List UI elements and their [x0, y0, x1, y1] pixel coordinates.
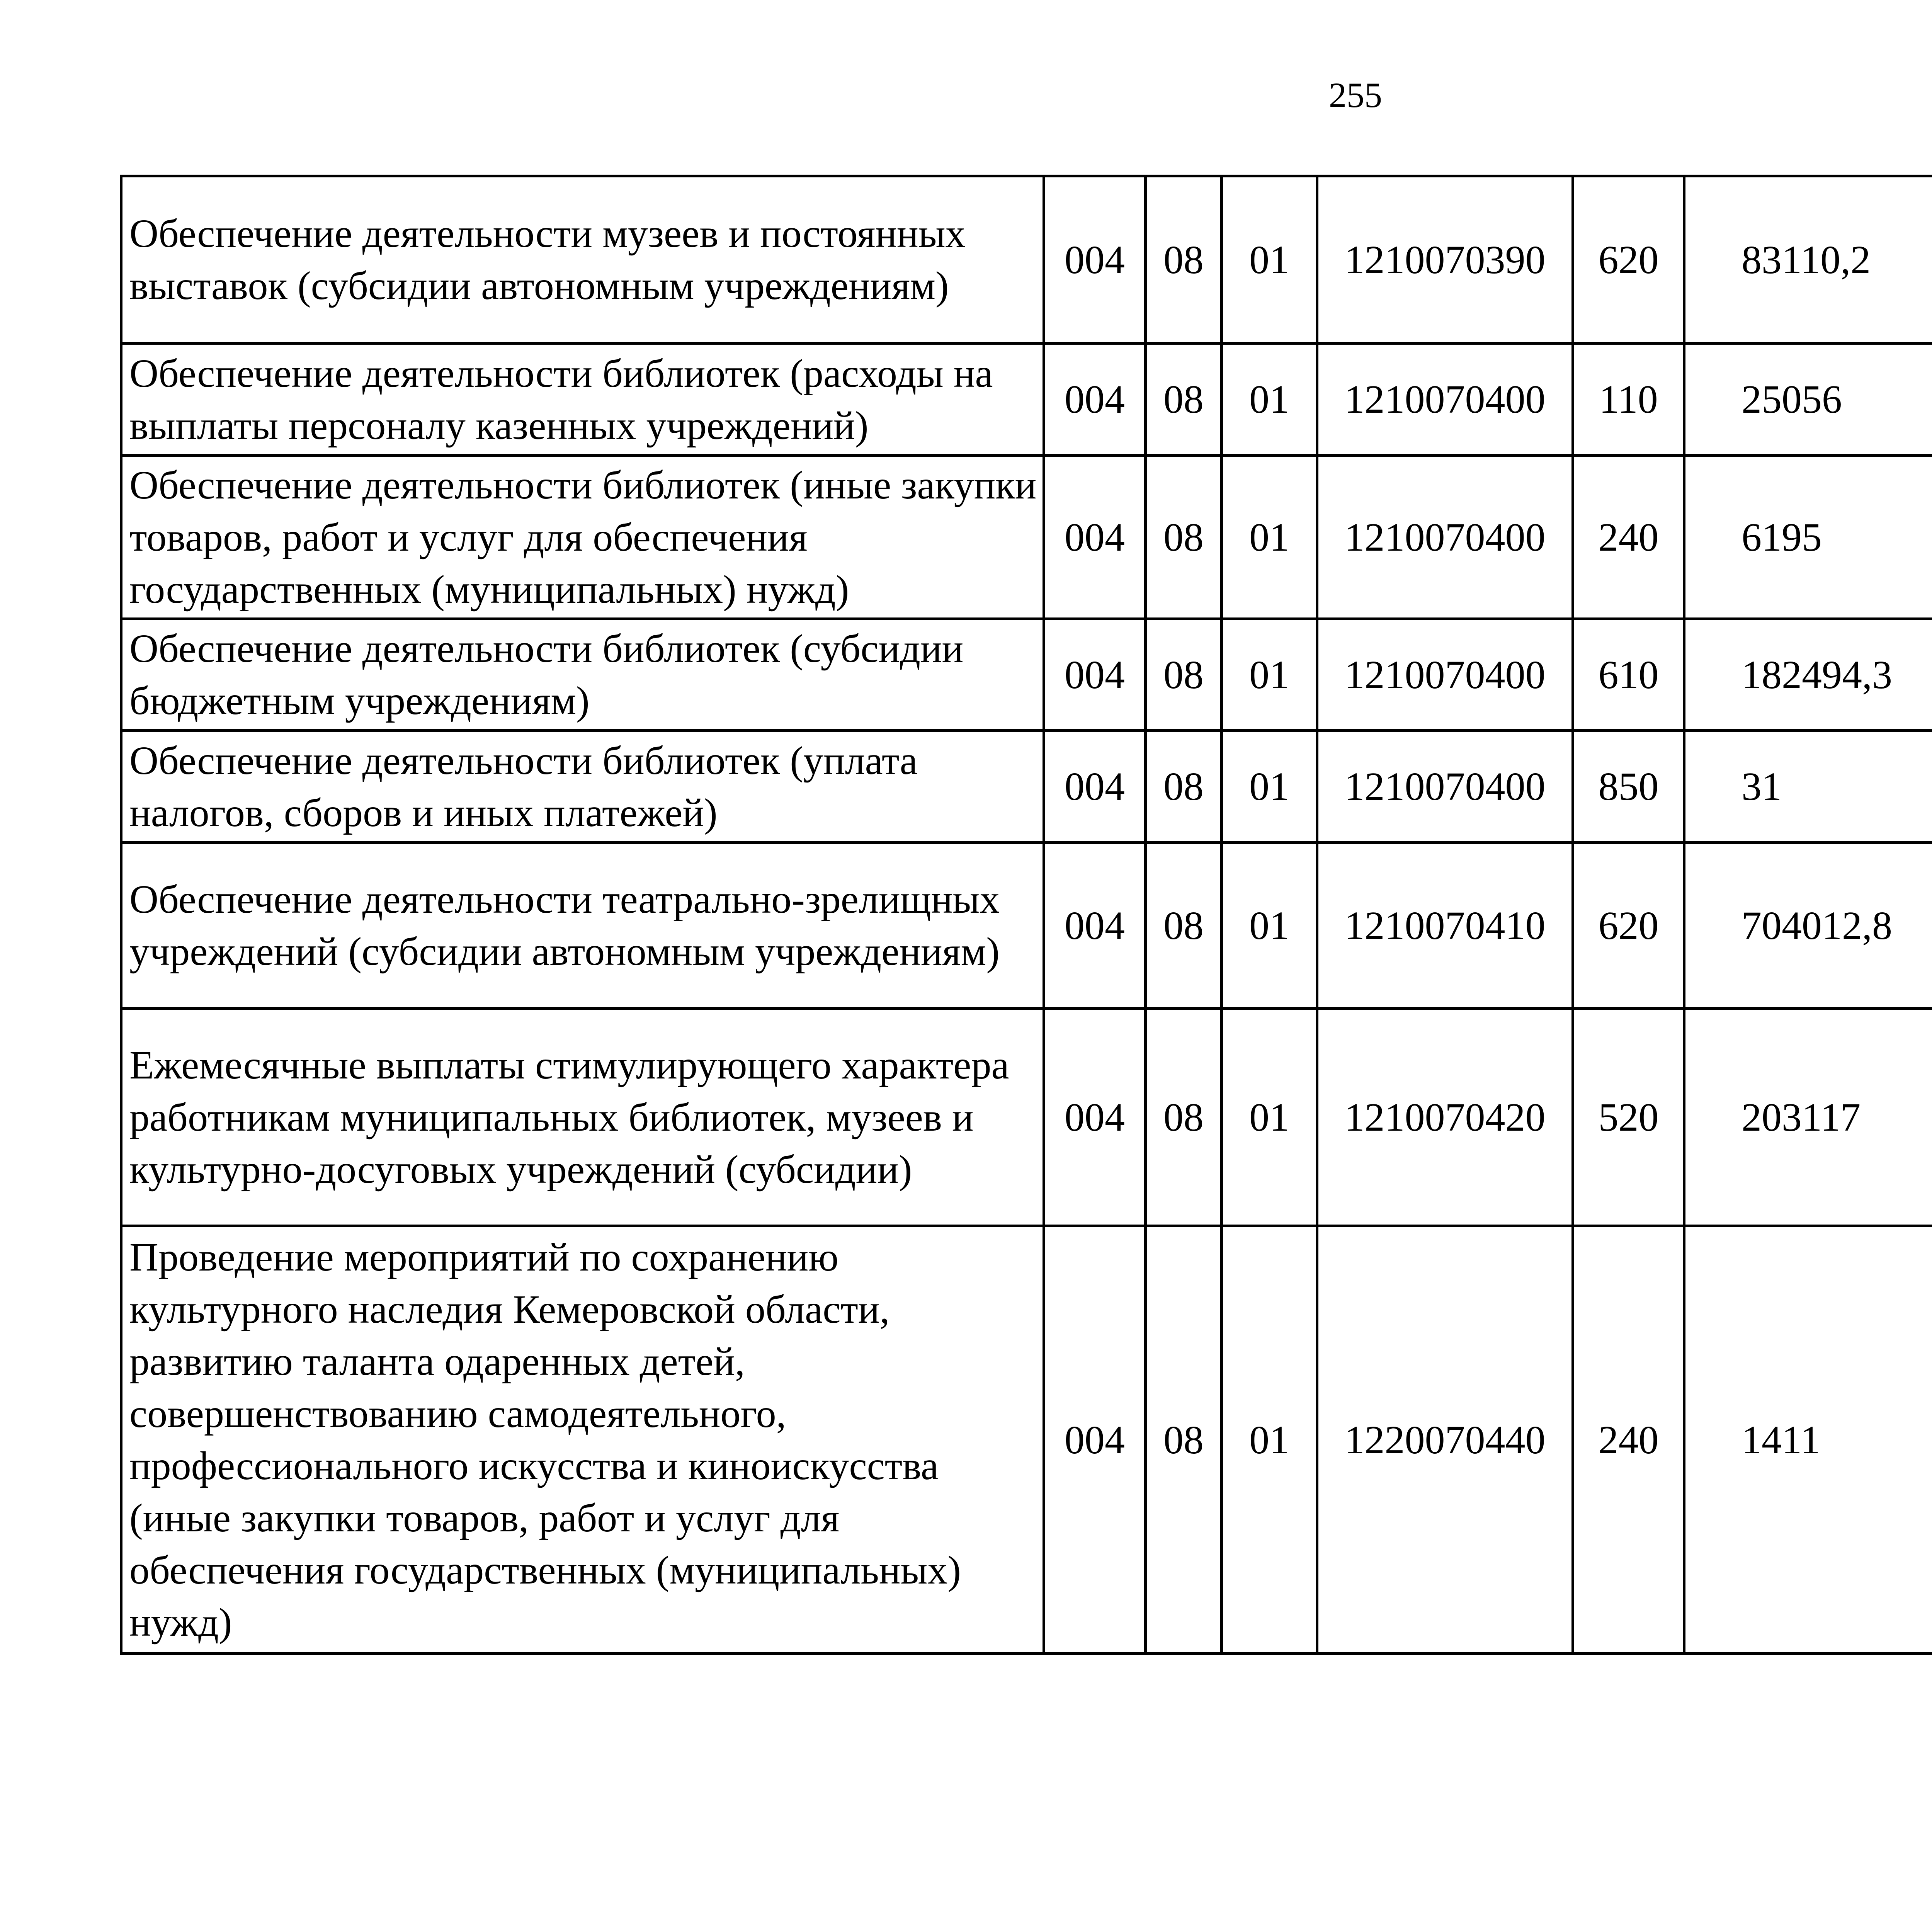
cell-subsection-code: 01 — [1222, 456, 1317, 619]
cell-expense-type-code: 240 — [1573, 456, 1684, 619]
table-row — [121, 1226, 1932, 1654]
cell-expense-type-code: 620 — [1573, 843, 1684, 1009]
page-number: 255 — [1329, 75, 1382, 115]
table-row — [121, 1009, 1932, 1226]
cell-subsection-code: 01 — [1222, 619, 1317, 731]
cell-department-code: 004 — [1044, 731, 1146, 843]
cell-amount-year-1: 704012,8 — [1684, 843, 1932, 1009]
cell-expense-type-code: 240 — [1573, 1226, 1684, 1654]
cell-subsection-code: 01 — [1222, 344, 1317, 456]
table-body — [121, 176, 1932, 1654]
cell-expense-type-code: 520 — [1573, 1009, 1684, 1226]
table-row — [121, 176, 1932, 344]
cell-amount-year-1: 1411 — [1684, 1226, 1932, 1654]
cell-department-code: 004 — [1044, 619, 1146, 731]
cell-subsection-code: 01 — [1222, 843, 1317, 1009]
cell-subsection-code: 01 — [1222, 1009, 1317, 1226]
cell-amount-year-1: 6195 — [1684, 456, 1932, 619]
cell-target-article-code: 1210070420 — [1317, 1009, 1573, 1226]
cell-target-article-code: 1210070400 — [1317, 344, 1573, 456]
cell-section-code: 08 — [1146, 731, 1222, 843]
cell-target-article-code: 1210070390 — [1317, 176, 1573, 344]
cell-amount-year-1: 25056 — [1684, 344, 1932, 456]
cell-target-article-code: 1210070410 — [1317, 843, 1573, 1009]
cell-department-code: 004 — [1044, 344, 1146, 456]
cell-description: Обеспечение деятельности библиотек (иные закупки товаров, работ и услуг для обеспечения государственных (муниципальных) нужд) — [121, 456, 1044, 619]
cell-expense-type-code: 850 — [1573, 731, 1684, 843]
cell-section-code: 08 — [1146, 1009, 1222, 1226]
cell-department-code: 004 — [1044, 843, 1146, 1009]
table-row — [121, 619, 1932, 731]
cell-section-code: 08 — [1146, 843, 1222, 1009]
table-row — [121, 456, 1932, 619]
cell-target-article-code: 1210070400 — [1317, 456, 1573, 619]
cell-department-code: 004 — [1044, 456, 1146, 619]
cell-amount-year-1: 182494,3 — [1684, 619, 1932, 731]
cell-subsection-code: 01 — [1222, 1226, 1317, 1654]
cell-department-code: 004 — [1044, 176, 1146, 344]
cell-expense-type-code: 610 — [1573, 619, 1684, 731]
cell-target-article-code: 1220070440 — [1317, 1226, 1573, 1654]
cell-subsection-code: 01 — [1222, 731, 1317, 843]
cell-department-code: 004 — [1044, 1009, 1146, 1226]
budget-table — [120, 175, 1932, 1655]
cell-subsection-code: 01 — [1222, 176, 1317, 344]
cell-description: Проведение мероприятий по сохранению культурного наследия Кемеровской области, развитию таланта одаренных детей, совершенствованию самодеятельного, профессионального искусства и киноискусства (иные закупки товаров, работ и услуг для обеспечения государственных (муниципальных) нужд) — [121, 1226, 1044, 1654]
table-row — [121, 731, 1932, 843]
cell-description: Обеспечение деятельности библиотек (уплата налогов, сборов и иных платежей) — [121, 731, 1044, 843]
cell-expense-type-code: 110 — [1573, 344, 1684, 456]
cell-department-code: 004 — [1044, 1226, 1146, 1654]
cell-section-code: 08 — [1146, 1226, 1222, 1654]
cell-target-article-code: 1210070400 — [1317, 619, 1573, 731]
cell-section-code: 08 — [1146, 344, 1222, 456]
table-row — [121, 843, 1932, 1009]
cell-description: Обеспечение деятельности библиотек (субсидии бюджетным учреждениям) — [121, 619, 1044, 731]
cell-target-article-code: 1210070400 — [1317, 731, 1573, 843]
cell-description: Обеспечение деятельности библиотек (расходы на выплаты персоналу казенных учреждений) — [121, 344, 1044, 456]
cell-section-code: 08 — [1146, 619, 1222, 731]
cell-description: Обеспечение деятельности театрально-зрелищных учреждений (субсидии автономным учреждениям) — [121, 843, 1044, 1009]
table-row — [121, 344, 1932, 456]
cell-description: Обеспечение деятельности музеев и постоянных выставок (субсидии автономным учреждениям) — [121, 176, 1044, 344]
cell-description: Ежемесячные выплаты стимулирующего характера работникам муниципальных библиотек, музеев и культурно-досуговых учреждений (субсидии) — [121, 1009, 1044, 1226]
cell-amount-year-1: 83110,2 — [1684, 176, 1932, 344]
cell-expense-type-code: 620 — [1573, 176, 1684, 344]
cell-section-code: 08 — [1146, 176, 1222, 344]
cell-amount-year-1: 203117 — [1684, 1009, 1932, 1226]
cell-section-code: 08 — [1146, 456, 1222, 619]
cell-amount-year-1: 31 — [1684, 731, 1932, 843]
